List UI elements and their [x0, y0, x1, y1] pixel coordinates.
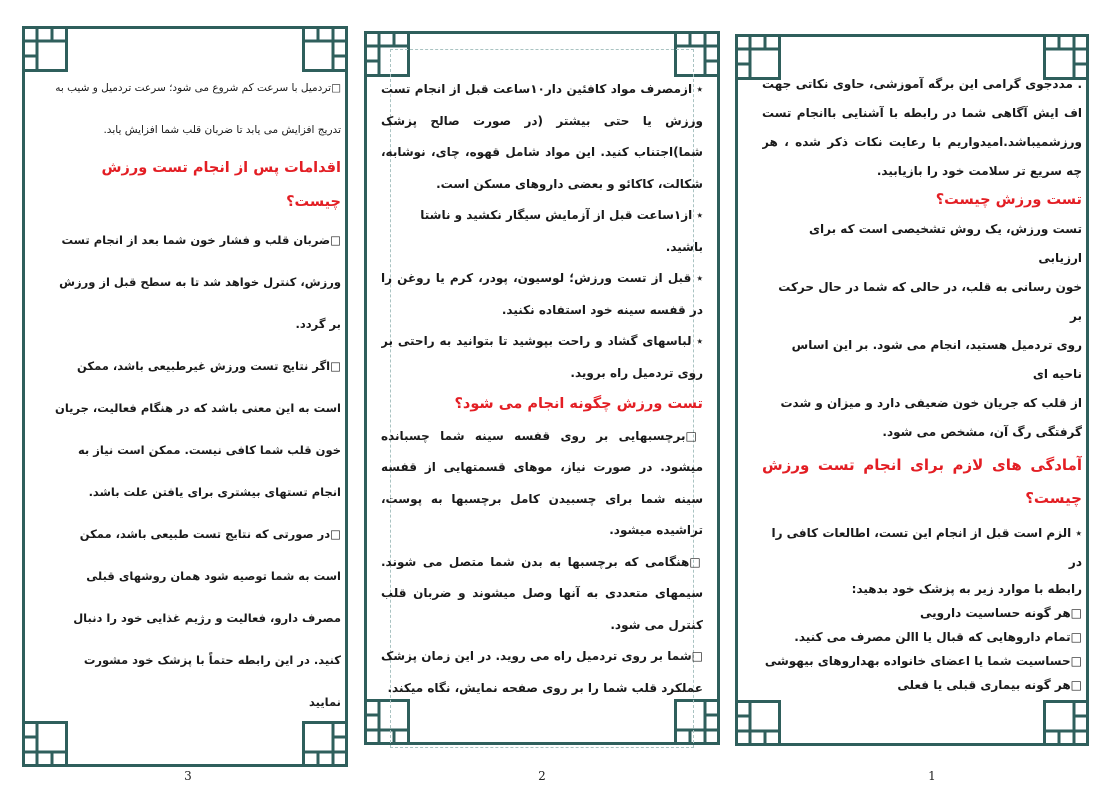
- prep-bullet-smoking: ٭ از۱ساعت قبل از آزمایش سیگار نکشید و ناشتا باشید.: [420, 208, 703, 254]
- definition-line: ناحیه ای: [1032, 367, 1082, 381]
- definition-line: ارزیابی: [1038, 251, 1082, 265]
- checkbox-icon: □: [1070, 630, 1082, 644]
- definition-line: از قلب که جریان خون ضعیفی دارد و میزان و شدت: [780, 396, 1082, 410]
- checkbox-icon: □: [1070, 678, 1082, 692]
- page-number: 2: [538, 769, 546, 783]
- definition-line: تست ورزش، یک روش تشخیصی است که برای: [809, 222, 1082, 236]
- definition-line: گرفتگی رگ آن، مشخص می شود.: [882, 425, 1082, 439]
- definition-line: روی تردمیل هستید، انجام می شود. بر این اساس: [791, 338, 1082, 352]
- after-item-2: □اگر نتایج تست ورزش غیرطبیعی باشد، ممکن است به این معنی باشد که در هنگام فعالیت، جریان خون قلب شما کافی نیست. ممکن است نیاز به انجام تستهای بیشتری برای یافتن علت باشد.: [55, 359, 341, 499]
- page-2-content: [381, 74, 703, 732]
- after-item-3: □در صورتی که نتایج تست طبیعی باشد، ممکن است به شما توصیه شود همان روشهای قبلی مصرف دارو، فعالیت و رژیم غذایی خود را دنبال کنید. در این رابطه حتماً با پزشک خود مشورت نمایید: [73, 527, 341, 709]
- prep-item: □تمام داروهایی که قبال یا االن مصرف می کنید.: [794, 630, 1082, 644]
- page-3-content: [49, 67, 341, 754]
- what-is-heading: تست ورزش چیست؟: [935, 192, 1082, 208]
- corner-ornament: [22, 26, 68, 72]
- prep-line: در: [1068, 555, 1082, 569]
- page-1: [735, 0, 1089, 785]
- prep-line: ٭ الزم است قبل از انجام این تست، اطالعات کافی را: [771, 526, 1082, 540]
- checkbox-icon: □: [330, 527, 341, 541]
- page-frame: [22, 26, 348, 767]
- procedure-step-3: □شما بر روی تردمیل راه می روید. در این زمان پزشک عملکرد قلب شما را بر روی صفحه نمایش، نگاه میکند.: [381, 649, 703, 695]
- page-frame: [735, 34, 1089, 746]
- page-3: [0, 0, 348, 785]
- page-number: 1: [928, 769, 936, 783]
- prep-item: □هر گونه بیماری قبلی یا فعلی: [897, 678, 1082, 692]
- after-test-heading: اقدامات پس از انجام تست ورزش چیست؟: [101, 160, 341, 210]
- preparation-heading: آمادگی های لازم برای انجام تست ورزش چیست؟: [762, 456, 1082, 507]
- treadmill-text: □تردمیل با سرعت کم شروع می شود؛ سرعت تردمیل و شیب به تدریج افزایش می یابد تا ضربان قلب شما افزایش یابد.: [55, 82, 341, 136]
- checkbox-icon: □: [691, 649, 703, 663]
- checkbox-icon: □: [331, 82, 341, 94]
- definition-text: [762, 215, 1082, 447]
- checkbox-icon: □: [689, 554, 703, 569]
- page-number: 3: [184, 769, 192, 783]
- prep-line: رابطه با موارد زیر به پزشک خود بدهید:: [851, 582, 1082, 596]
- checkbox-icon: □: [685, 428, 703, 443]
- procedure-heading: تست ورزش چگونه انجام می شود؟: [454, 396, 703, 412]
- procedure-step-1: □برچسبهایی بر روی قفسه سینه شما چسبانده میشود. در صورت نیاز، موهای قسمتهایی از قفسه سینه شما برای چسبیدن کامل برچسبها به پوست، تراشیده میشود.: [381, 428, 703, 537]
- prep-items: [762, 601, 1082, 697]
- checkbox-icon: □: [330, 233, 341, 247]
- preparation-intro: [762, 519, 1082, 601]
- definition-line: بر: [1070, 309, 1082, 323]
- intro-text: . مددجوی گرامی این برگه آموزشی، حاوی نکاتی جهت اف ایش آگاهی شما در رابطه با آشنایی باانجام تست ورزشمیباشد.امیدواریم با رعایت نکات ذکر شده ، هر چه سریع تر سلامت خود را بازیابید.: [762, 77, 1082, 178]
- procedure-step-2: □هنگامی که برچسبها به بدن شما متصل می شوند. سیمهای متعددی به آنها وصل میشوند و ضربان قلب کنترل می شود.: [381, 554, 703, 632]
- corner-ornament: [302, 26, 348, 72]
- prep-bullet-caffeine: ٭ ازمصرف مواد کافئین دار۱۰ساعت قبل از انجام تست ورزش یا حتی بیشتر (در صورت صالح پزشک شما)اجتناب کنید. این مواد شامل قهوه، چای، نوشابه، شکالت، کاکائو و بعضی داروهای مسکن است.: [381, 82, 703, 191]
- checkbox-icon: □: [1070, 654, 1082, 668]
- page-frame: [364, 31, 720, 745]
- definition-line: خون رسانی به قلب، در حالی که شما در حال حرکت: [778, 280, 1082, 294]
- prep-bullet-lotion: ٭ قبل از تست ورزش؛ لوسیون، پودر، کرم یا روغن را در قفسه سینه خود استفاده نکنید.: [381, 271, 703, 317]
- checkbox-icon: □: [330, 359, 341, 373]
- prep-bullet-clothes: ٭ لباسهای گشاد و راحت بپوشید تا بتوانید به راحتی بر روی تردمیل راه بروید.: [381, 334, 703, 380]
- prep-item: □حساسیت شما یا اعضای خانواده بهداروهای بیهوشی: [764, 654, 1082, 668]
- page-2: [364, 0, 720, 785]
- page-1-content: [762, 70, 1082, 733]
- after-item-1: □ضربان قلب و فشار خون شما بعد از انجام تست ورزش، کنترل خواهد شد تا به سطح قبل از ورزش بر گردد.: [59, 233, 341, 331]
- prep-item: □هر گونه حساسیت دارویی: [920, 606, 1082, 620]
- checkbox-icon: □: [1070, 606, 1082, 620]
